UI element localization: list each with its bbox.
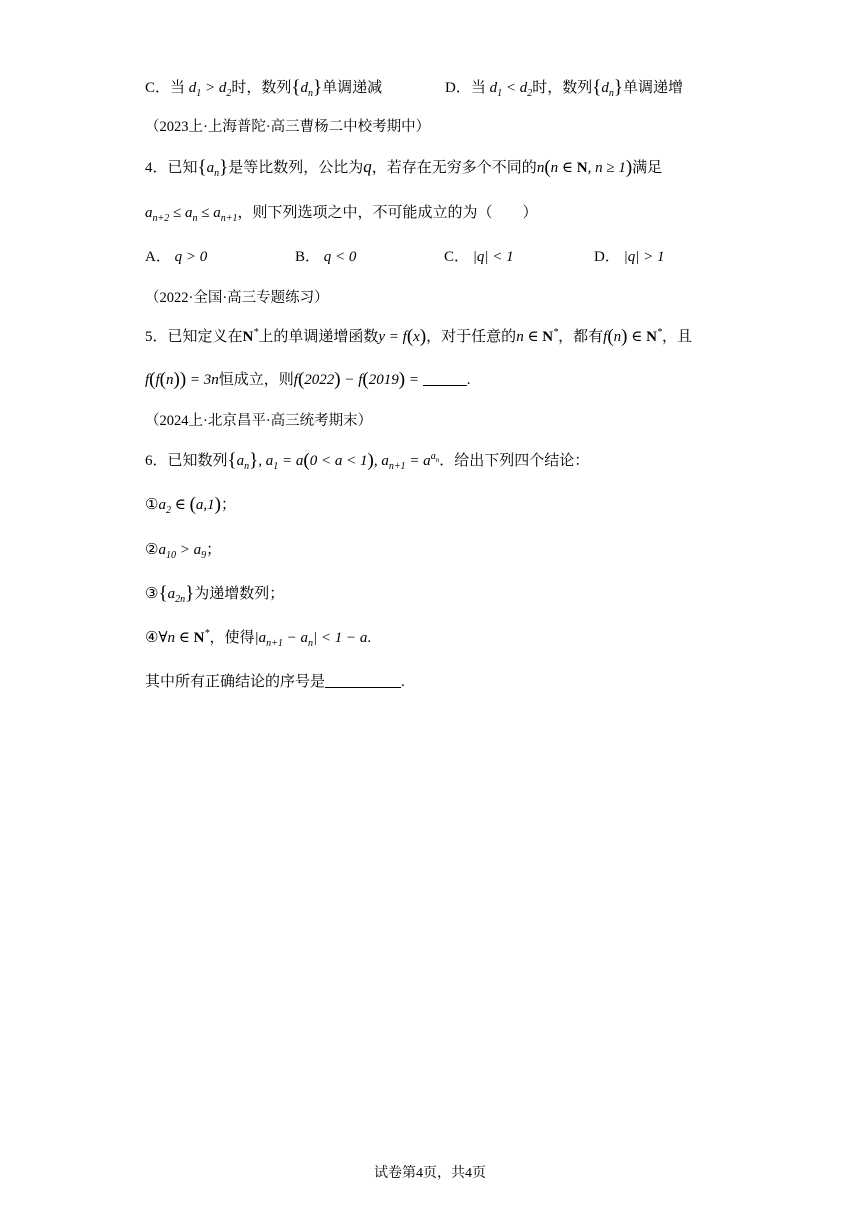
question-text: ．给出下列四个结论：: [439, 453, 590, 469]
q6-item-1: [145, 495, 800, 515]
option-text: 当: [170, 80, 186, 96]
option-letter: B．: [295, 249, 321, 265]
math-expression: $d_1 < d_2$: [489, 80, 533, 99]
item-marker: ①: [145, 497, 159, 513]
math-expression: n ∈ N*: [516, 327, 559, 345]
option-letter: A．: [145, 249, 171, 265]
question-text: ，若存在无穷多个不同的: [371, 160, 537, 176]
option-letter: C．: [444, 249, 470, 265]
question-text: 已知定义在: [167, 329, 243, 345]
option-text: 时，数列: [231, 80, 292, 96]
item-text: ；: [206, 542, 222, 558]
item-marker: ④: [145, 630, 159, 646]
item-text: 为递增数列；: [194, 586, 285, 602]
q4-option-a: [145, 247, 295, 267]
option-letter: D．: [445, 80, 471, 96]
q4-option-c: [444, 247, 594, 267]
q4-option-d: [594, 247, 664, 267]
question-text: .: [401, 674, 405, 690]
q6-stem: [145, 451, 800, 471]
math-expression: q: [363, 157, 372, 176]
option-text: 时，数列: [532, 80, 593, 96]
answer-blank[interactable]: [325, 687, 401, 688]
math-expression: $\{a_n\}$, $a_1 = a(0 < a < 1)$, $a_{n+1} = a^{a_n}$: [227, 450, 440, 472]
page-footer: 试卷第4页，共4页: [374, 1166, 486, 1181]
question-text: 满足: [632, 160, 663, 176]
option-text: 当: [470, 80, 486, 96]
math-expression: $a_{10} > a_9$: [158, 542, 207, 561]
question-text: 恒成立，则: [218, 372, 294, 388]
question-text: ，则下列选项之中，不可能成立的为（ ）: [237, 205, 538, 221]
math-expression: $a_2$ ∈ (a,1): [158, 494, 221, 516]
math-expression: |q| < 1: [472, 249, 514, 265]
math-expression: $\{d_n\}$: [291, 77, 323, 99]
math-expression: $d_1 > d_2$: [188, 80, 232, 99]
q6-item-2: [145, 540, 800, 560]
q4-source: （2023上·上海普陀·高三曹杨二中校考期中）: [145, 119, 431, 135]
math-expression: $a_{n+2} \le a_n \le a_{n+1}$: [145, 205, 238, 224]
option-letter: D．: [594, 249, 620, 265]
option-letter: C．: [145, 80, 171, 96]
math-expression: ∀n ∈ N*: [158, 628, 210, 646]
q4-stem-line1: [145, 157, 800, 178]
math-expression: N*: [242, 327, 259, 345]
math-expression: q < 0: [323, 249, 357, 265]
question-text: 是等比数列，公比为: [228, 160, 364, 176]
item-text: ；: [220, 497, 236, 513]
math-expression: n(n ∈ N, n ≥ 1): [536, 157, 633, 178]
math-expression: f(2022) − f(2019) =: [293, 369, 423, 390]
q3-option-c: [145, 78, 445, 98]
item-marker: ②: [145, 542, 159, 558]
question-number: 4．: [145, 160, 168, 176]
q6-item-4: [145, 628, 800, 648]
q3-options-row: [145, 78, 800, 98]
question-text: ，且: [661, 329, 692, 345]
q6-source: （2024上·北京昌平·高三统考期末）: [145, 413, 373, 429]
math-expression: $|a_{n+1} - a_n| < 1 - a$: [254, 630, 368, 649]
answer-blank[interactable]: [423, 385, 467, 386]
math-expression: $\{a_{2n}\}$: [158, 583, 195, 605]
question-text: ，都有: [558, 329, 604, 345]
item-text: .: [367, 630, 372, 646]
item-marker: ③: [145, 586, 159, 602]
q5-source: （2022·全国·高三专题练习）: [145, 290, 329, 306]
math-expression: f(n) ∈ N*: [603, 326, 662, 347]
question-number: 5．: [145, 329, 168, 345]
math-expression: $\{a_n\}$: [197, 157, 229, 179]
question-text: ，对于任意的: [426, 329, 517, 345]
q3-option-d: [445, 78, 683, 98]
question-number: 6．: [145, 453, 168, 469]
math-expression: $\{d_n\}$: [592, 77, 623, 99]
math-expression: q > 0: [174, 249, 208, 265]
q4-option-b: [295, 247, 444, 267]
question-text: 上的单调递增函数: [258, 329, 379, 345]
math-expression: |q| > 1: [623, 249, 665, 265]
question-text: 其中所有正确结论的序号是: [145, 674, 326, 690]
math-expression: f(f(n)) = 3n: [145, 369, 219, 390]
math-expression: y = f(x): [378, 326, 427, 347]
item-text: ，使得: [209, 630, 255, 646]
option-text: 单调递增: [623, 80, 684, 96]
question-text: 已知数列: [167, 453, 228, 469]
q5-stem-line1: [145, 327, 800, 347]
question-text: 已知: [167, 160, 198, 176]
q6-item-3: [145, 584, 800, 604]
q5-stem-line2: [145, 370, 800, 390]
q4-options-row: [145, 247, 800, 267]
option-text: 单调递减: [322, 80, 383, 96]
question-text: .: [466, 372, 471, 388]
q4-stem-line2: [145, 203, 800, 223]
q6-conclusion: [145, 672, 800, 692]
